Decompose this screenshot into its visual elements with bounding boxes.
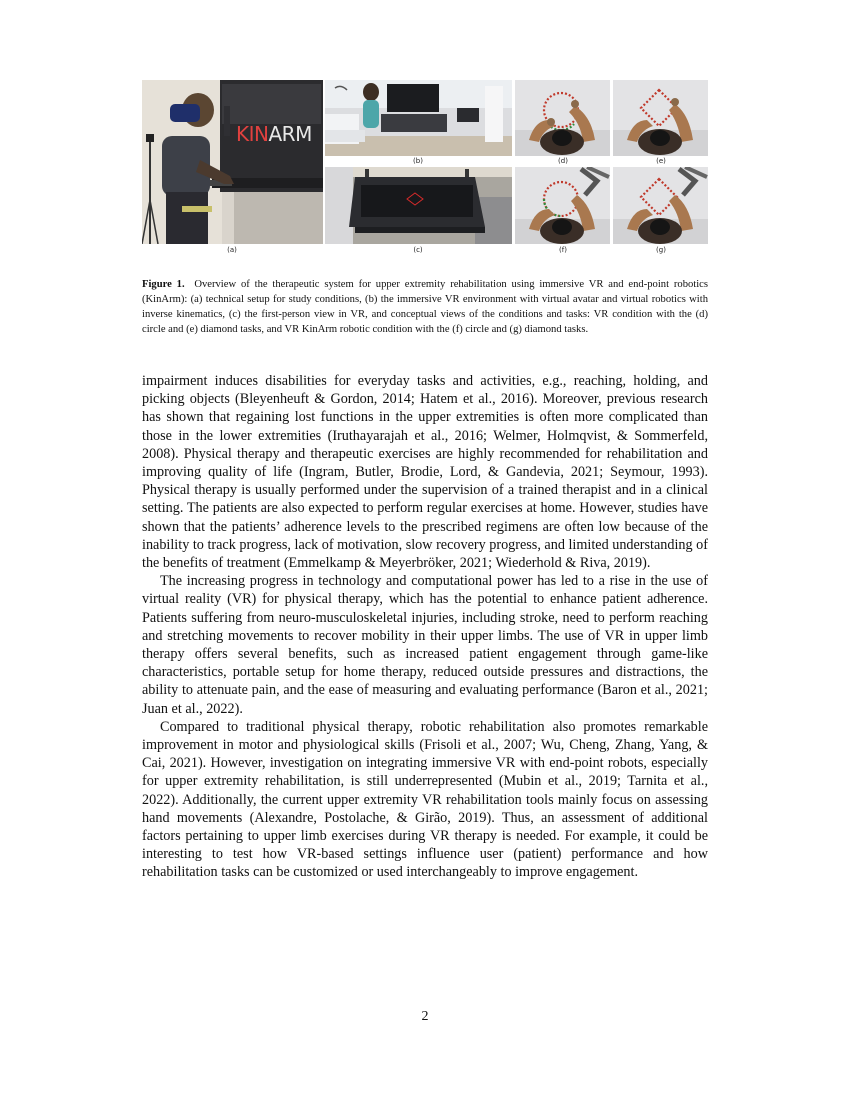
panel-label-b: (b) — [413, 157, 423, 165]
panel-a-setup-photo — [142, 80, 323, 244]
panel-c-first-person-view — [325, 167, 512, 244]
panel-label-c: (c) — [413, 246, 423, 254]
panel-d-vr-circle-task — [515, 80, 610, 156]
figure-caption-text: Overview of the therapeutic system for upper extremity rehabilitation using immersive VR and end-point robotics (KinArm): (a) technical setup for study conditions, (b) the immersive VR environment with virtual avatar and virtual robotics with inverse kinematics, (c) the first-person view in VR, and conceptual views of the conditions and tasks: VR condition with the (d) circle and (e) diamond tasks, and VR KinArm robotic condition with the (f) circle and (g) diamond tasks. — [142, 279, 709, 335]
figure-caption — [142, 277, 708, 337]
body-text — [142, 372, 708, 882]
panel-label-e: (e) — [656, 157, 666, 165]
kinarm-logo: KINARM — [236, 122, 312, 146]
panel-label-f: (f) — [559, 246, 567, 254]
panel-label-g: (g) — [656, 246, 666, 254]
paragraph-2: The increasing progress in technology and computational power has led to a rise in the use of virtual reality (VR) for physical therapy, which has the potential to enhance patient adherence. Patients suffering from neuro-musculoskeletal injuries, including stroke, need to perform reaching and stretching movements to recover mobility in their upper limbs. The use of VR in upper limb therapy offers several benefits, such as increased patient engagement through game-like characteristics, portable setup for home therapy, reduced outside pressures and distractions, the ability to attenuate pain, and the ease of measuring and evaluating performance (Baron et al., 2021; Juan et al., 2022). — [142, 573, 708, 717]
panel-f-kinarm-circle-task — [515, 167, 610, 244]
page-number: 2 — [421, 1009, 429, 1024]
paragraph-1: impairment induces disabilities for everyday tasks and activities, e.g., reaching, holding, and picking objects (Bleyenheuft & Gordon, 2014; Hatem et al., 2016). Moreover, previous research has shown that regaining lost functions in the upper extremities is often more complicated than those in the lower extremities (Iruthayarajah et al., 2016; Welmer, Holmqvist, & Sommerfeld, 2008). Physical therapy and therapeutic exercises are highly recommended for rehabilitation and improving quality of life (Ingram, Butler, Brodie, Lord, & Gandevia, 2021; Seymour, 1993). Physical therapy is usually performed under the supervision of a trained therapist and in a clinical setting. The patients are also expected to perform regular exercises at home. However, studies have shown that the patients’ adherence levels to the prescribed regimens are often low because of the inability to track progress, lack of motivation, slow recovery progress, and limited understanding of the benefits of treatment (Emmelkamp & Meyerbröker, 2021; Wiederhold & Riva, 2019). — [142, 373, 708, 572]
panel-g-kinarm-diamond-task — [613, 167, 708, 244]
paragraph-3: Compared to traditional physical therapy, robotic rehabilitation also promotes remarkable improvement in motor and physiological skills (Frisoli et al., 2007; Wu, Cheng, Zhang, Yang, & Cai, 2021). However, investigation on integrating immersive VR with end-point robots, especially for upper extremity rehabilitation, is still underrepresented (Mubin et al., 2019; Tarnita et al., 2022). Additionally, the current upper extremity VR rehabilitation tools mainly focus on assessing hand movements (Alexandre, Postolache, & Girão, 2019). Thus, an assessment of additional factors pertaining to upper limb exercises during VR therapy is needed. For example, it could be interesting to test how VR-based settings influence user (patient) performance and how rehabilitation tasks can be customized or used interchangeably to improve engagement. — [142, 718, 708, 881]
figure-caption-label: Figure 1. — [142, 279, 185, 290]
panel-e-vr-diamond-task — [613, 80, 708, 156]
panel-label-a: (a) — [227, 246, 237, 254]
panel-b-vr-environment — [325, 80, 512, 156]
panel-label-d: (d) — [558, 157, 568, 165]
